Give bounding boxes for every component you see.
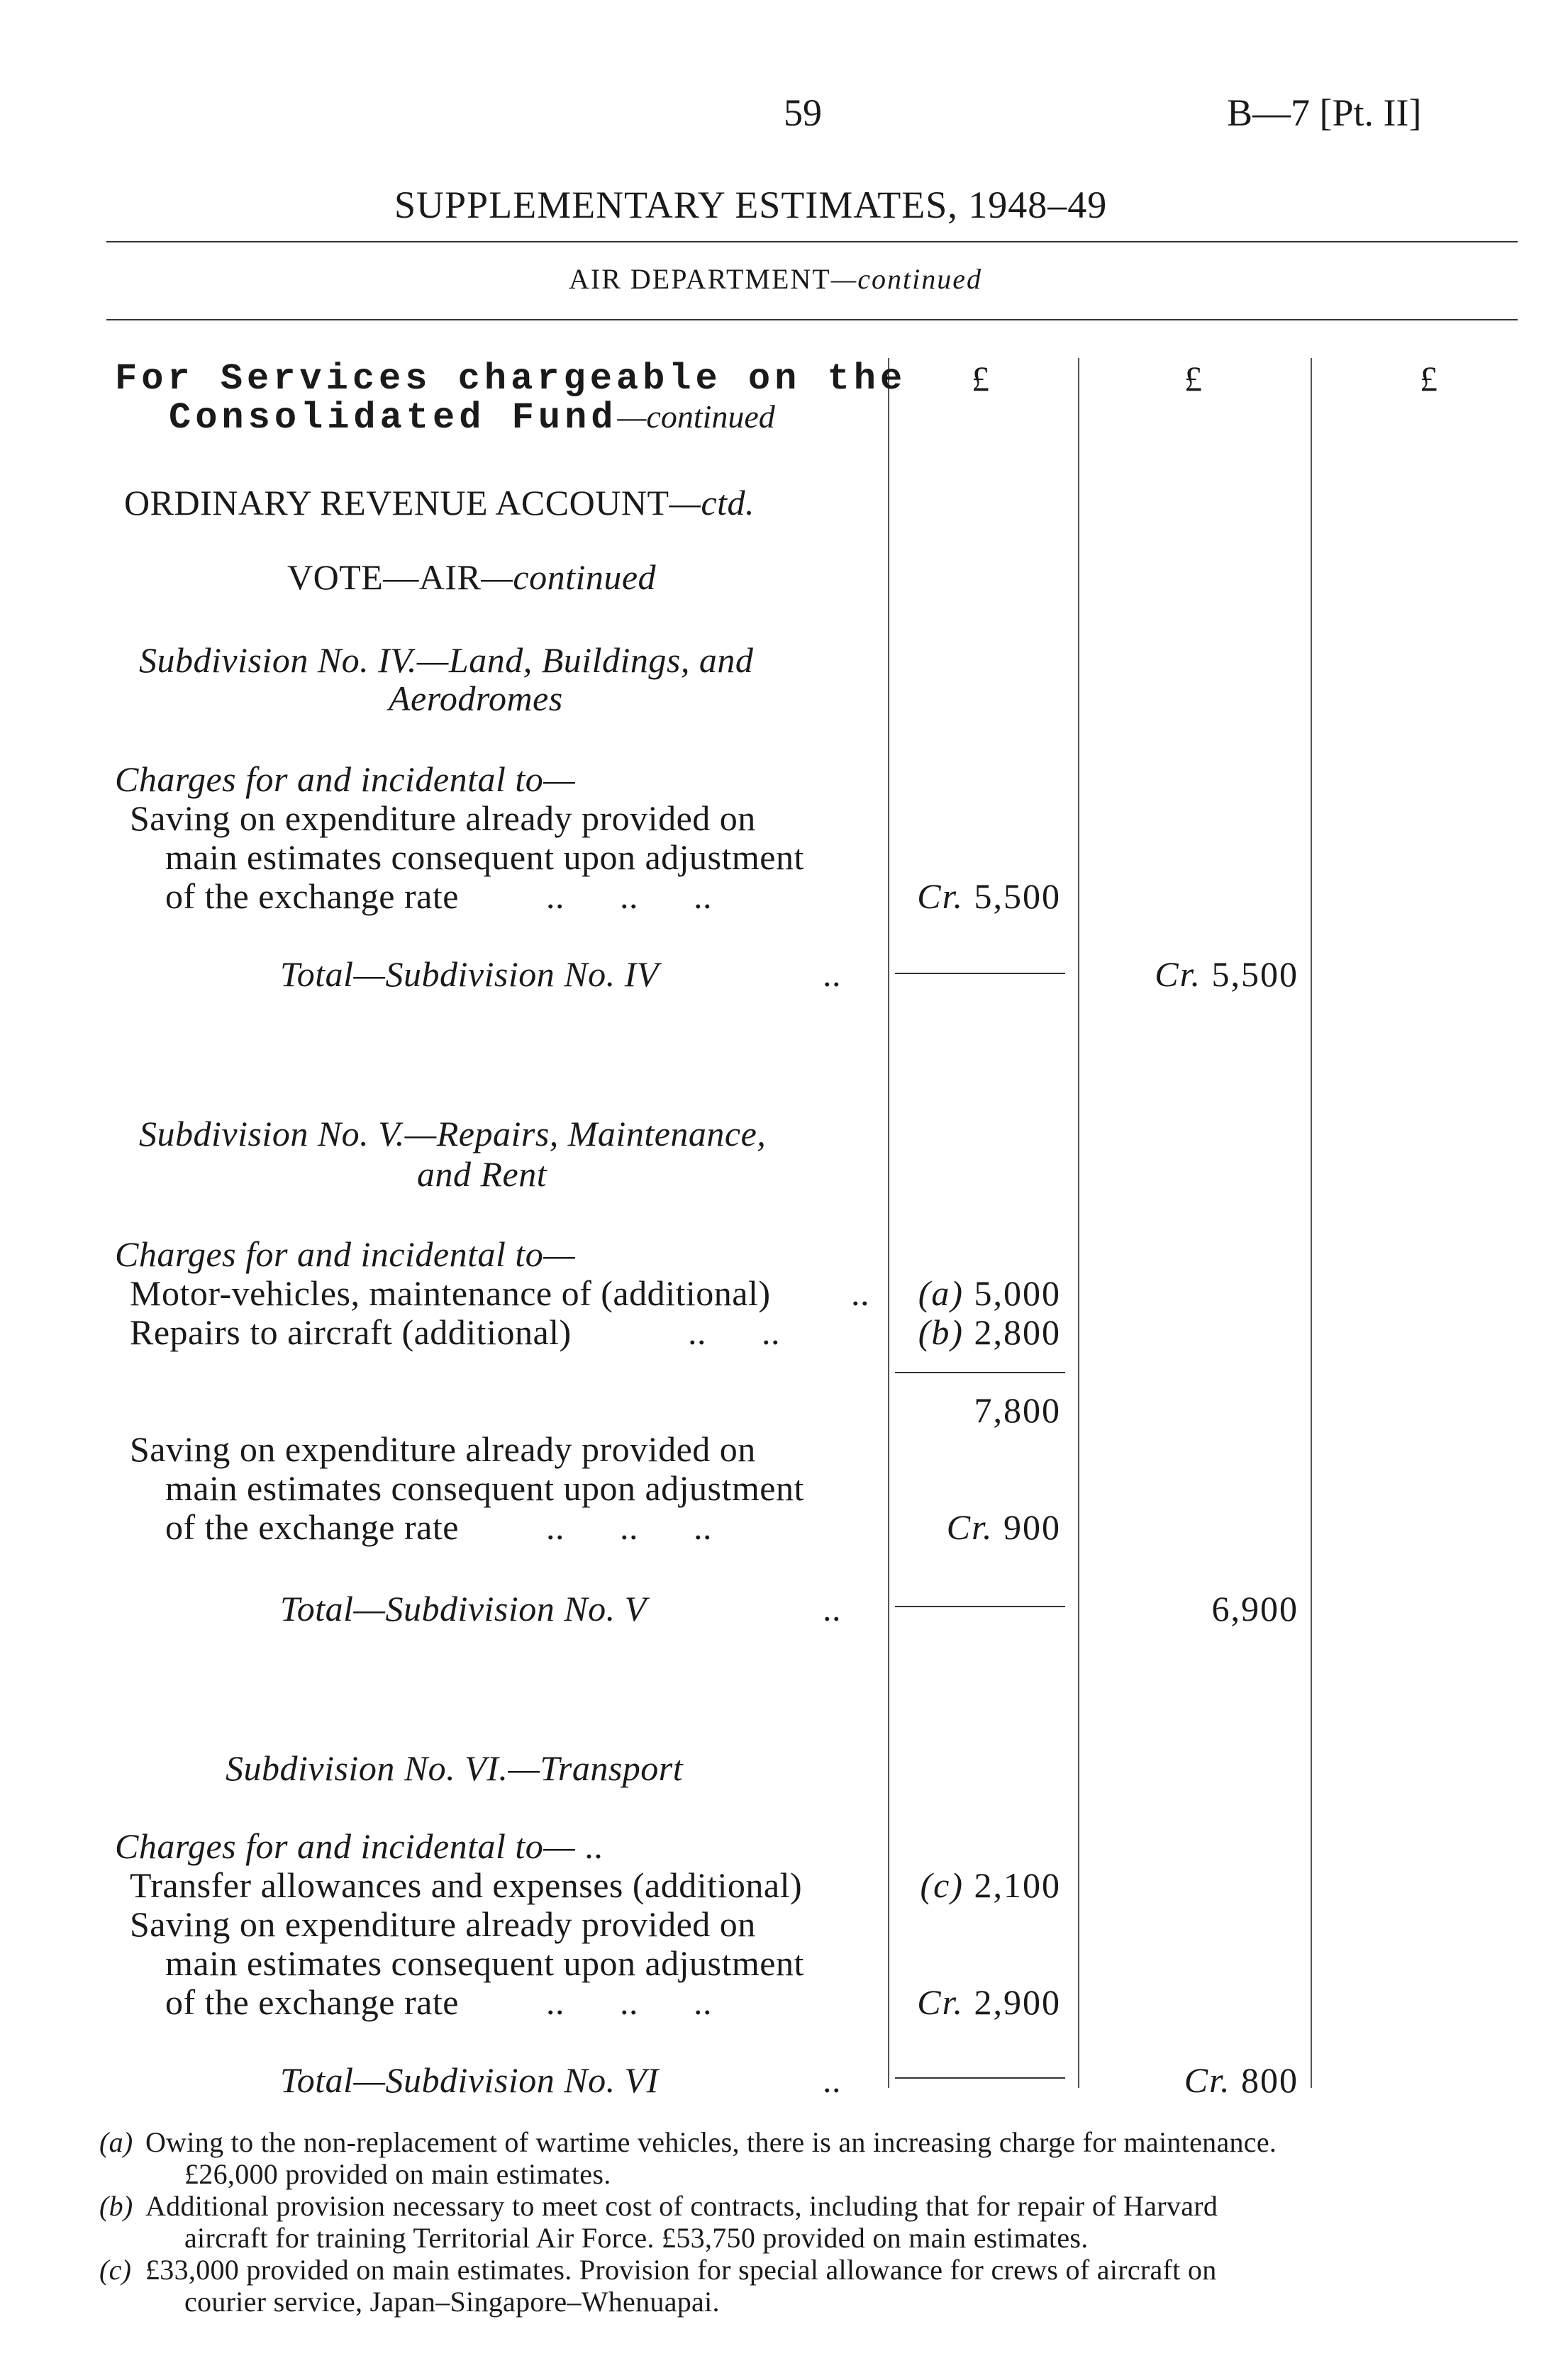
- column-header-3: £: [1420, 359, 1438, 398]
- title-rule: [106, 241, 1518, 242]
- subdivision-vi-total-label: Total—Subdivision No. VI: [280, 2060, 659, 2100]
- credit-prefix: Cr.: [1155, 954, 1201, 994]
- vote-heading: [287, 557, 656, 598]
- credit-prefix: Cr.: [917, 876, 964, 916]
- subdivision-vi-saving-dots: .. .. ..: [546, 1982, 712, 2022]
- department-suffix: —continued: [830, 263, 983, 295]
- column-divider-1: [888, 358, 889, 2088]
- subdivision-iv-total-label: Total—Subdivision No. IV: [280, 954, 659, 994]
- credit-prefix: Cr.: [917, 1982, 964, 2022]
- subdivision-v-title-line1: Subdivision No. V.—Repairs, Maintenance,: [139, 1114, 767, 1153]
- amount-value: 5,500: [974, 876, 1061, 916]
- subdivision-vi-saving-line1: Saving on expenditure already provided on: [130, 1904, 756, 1944]
- footnote-c-line2: courier service, Japan–Singapore–Whenuapai.: [184, 2286, 720, 2318]
- subdivision-v-charges-label: Charges for and incidental to—: [115, 1234, 576, 1274]
- amount-value: 900: [1003, 1507, 1061, 1547]
- subdivision-vi-charges-dots: ..: [584, 1826, 604, 1866]
- subdivision-v-saving-line2: main estimates consequent upon adjustment: [165, 1468, 804, 1508]
- subdivision-vi-charges-line: [115, 1826, 603, 1867]
- subdivision-vi-total-amount: [1184, 2060, 1299, 2101]
- subdivision-iv-saving-line1: Saving on expenditure already provided on: [130, 798, 756, 838]
- account-name: ORDINARY REVENUE ACCOUNT: [124, 483, 669, 523]
- subdivision-vi-saving-amount: [917, 1982, 1061, 2023]
- footnote-c-marker: (c): [99, 2254, 132, 2286]
- subdivision-iv-title-line2: Aerodromes: [389, 678, 563, 718]
- amount-value: 5,000: [974, 1273, 1061, 1313]
- subdivision-v-saving-amount: [947, 1507, 1061, 1548]
- vote-suffix: —continued: [481, 557, 657, 597]
- subdivision-iv-saving-amount: [917, 876, 1061, 917]
- subdivision-vi-total-dots: ..: [823, 2060, 841, 2100]
- subdivision-iv-charges-label: Charges for and incidental to—: [115, 759, 576, 799]
- subdivision-v-total-label: Total—Subdivision No. V: [280, 1589, 647, 1628]
- amount-value: 2,900: [974, 1982, 1061, 2022]
- subdivision-iv-title-line1: Subdivision No. IV.—Land, Buildings, and: [139, 640, 754, 680]
- subdivision-v-total-dots: ..: [823, 1589, 841, 1628]
- subdivision-iv-saving-line3: of the exchange rate: [165, 876, 459, 916]
- department-rule: [106, 319, 1518, 320]
- footnote-c-line1: £33,000 provided on main estimates. Provision for special allowance for crews of aircraft on: [145, 2254, 1217, 2286]
- subdivision-v-subtotal-rule: [895, 1372, 1065, 1373]
- fund-name: Consolidated Fund: [169, 397, 618, 439]
- amount-value: 2,800: [974, 1312, 1061, 1352]
- footnote-b-marker: (b): [99, 2190, 133, 2222]
- fund-suffix: —continued: [617, 398, 775, 435]
- footnote-marker: (c): [920, 1865, 964, 1905]
- credit-prefix: Cr.: [1184, 2060, 1231, 2100]
- subdivision-vi-saving-line3: of the exchange rate: [165, 1982, 459, 2022]
- subdivision-v-saving-line1: Saving on expenditure already provided on: [130, 1429, 756, 1469]
- credit-prefix: Cr.: [946, 1507, 994, 1547]
- subdivision-vi-charges-label: Charges for and incidental to—: [115, 1826, 576, 1866]
- department-heading: [569, 262, 982, 296]
- subdivision-v-total-amount: 6,900: [1211, 1589, 1299, 1628]
- subdivision-iv-saving-dots: .. .. ..: [546, 876, 712, 916]
- subdivision-iv-total-dots: ..: [823, 954, 841, 994]
- subdivision-v-item1-dots: ..: [851, 1273, 869, 1313]
- subdivision-v-item1-amount: [918, 1273, 1061, 1314]
- subdivision-v-saving-dots: .. .. ..: [546, 1507, 712, 1547]
- footnote-a-line1: Owing to the non-replacement of wartime vehicles, there is an increasing charge for maintenance.: [145, 2126, 1277, 2158]
- footnote-a-line2: £26,000 provided on main estimates.: [184, 2158, 611, 2190]
- amount-value: 800: [1241, 2060, 1299, 2100]
- subdivision-v-item2-dots: .. ..: [688, 1312, 780, 1352]
- footnote-b-line2: aircraft for training Territorial Air Force. £53,750 provided on main estimates.: [184, 2222, 1089, 2254]
- section-heading-line1: For Services chargeable on the: [115, 358, 907, 400]
- page-title: SUPPLEMENTARY ESTIMATES, 1948–49: [394, 184, 1108, 226]
- subdivision-v-item1-label: Motor-vehicles, maintenance of (additional): [130, 1273, 771, 1313]
- account-heading: [124, 482, 755, 523]
- footnote-b-line1: Additional provision necessary to meet cost of contracts, including that for repair of Harvard: [145, 2190, 1218, 2222]
- vote-name: VOTE—AIR: [287, 557, 482, 597]
- subdivision-vi-saving-line2: main estimates consequent upon adjustment: [165, 1943, 804, 1983]
- section-heading-line2: [169, 397, 775, 439]
- subdivision-iv-saving-line2: main estimates consequent upon adjustment: [165, 837, 804, 877]
- subdivision-v-total-rule: [895, 1606, 1065, 1607]
- footnote-marker: (b): [918, 1312, 964, 1352]
- amount-value: 2,100: [974, 1865, 1061, 1905]
- subdivision-vi-item1-label: Transfer allowances and expenses (additional): [130, 1865, 803, 1905]
- subdivision-v-title-line2: and Rent: [417, 1154, 547, 1194]
- subdivision-vi-total-rule: [895, 2077, 1065, 2079]
- column-divider-3: [1311, 358, 1312, 2088]
- subdivision-iv-total-amount: [1155, 954, 1299, 995]
- column-header-2: £: [1184, 359, 1203, 398]
- footnote-a-marker: (a): [99, 2126, 133, 2158]
- subdivision-v-subtotal: 7,800: [974, 1390, 1061, 1430]
- subdivision-vi-title: Subdivision No. VI.—Transport: [226, 1748, 684, 1788]
- column-divider-2: [1078, 358, 1079, 2088]
- amount-value: 5,500: [1211, 954, 1299, 994]
- column-header-1: £: [972, 359, 990, 398]
- document-reference: B—7 [Pt. II]: [1227, 91, 1422, 134]
- subdivision-v-item2-label: Repairs to aircraft (additional): [130, 1312, 572, 1352]
- page-number: 59: [784, 91, 822, 134]
- footnote-marker: (a): [918, 1273, 964, 1313]
- subdivision-iv-total-rule: [895, 973, 1065, 974]
- subdivision-vi-item1-amount: [921, 1865, 1062, 1906]
- account-suffix: —ctd.: [669, 483, 755, 523]
- department-name: AIR DEPARTMENT: [569, 263, 831, 295]
- subdivision-v-saving-line3: of the exchange rate: [165, 1507, 459, 1547]
- subdivision-v-item2-amount: [918, 1312, 1061, 1353]
